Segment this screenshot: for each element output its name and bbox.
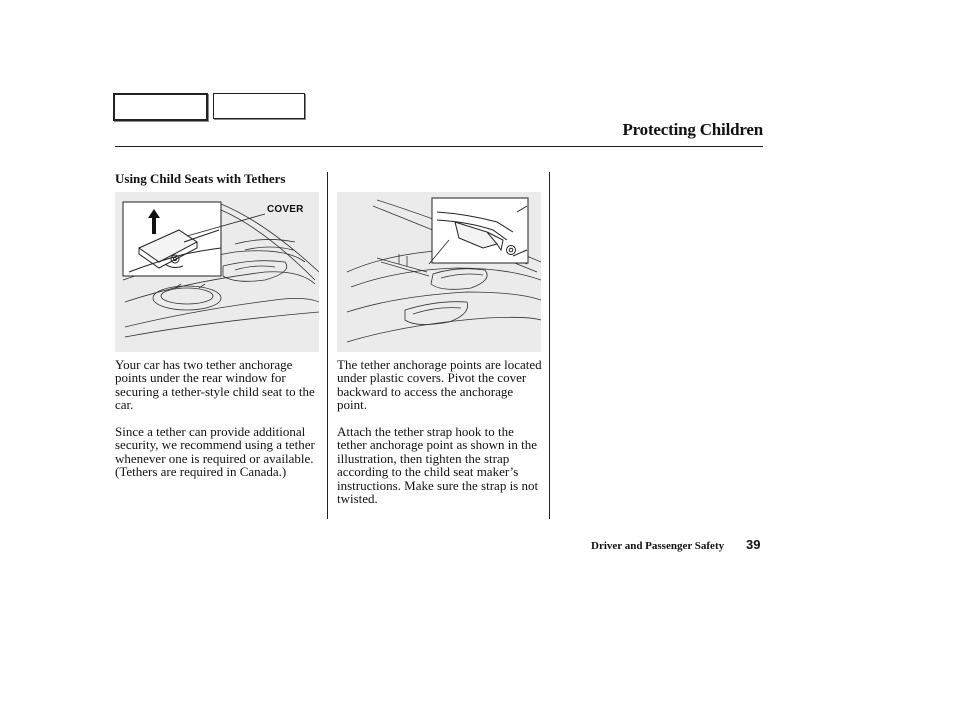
paragraph-tether-recommendation: Since a tether can provide additional security, we recommend using a tether whenever one is required or available. (Tethers are required in Canada.): [115, 424, 315, 480]
footer-section-name: Driver and Passenger Safety: [591, 540, 725, 552]
column-divider: [549, 172, 550, 519]
column-divider: [327, 172, 328, 519]
rear-shelf-cover-drawing: [115, 192, 319, 352]
cover-callout-label: COVER: [267, 204, 304, 215]
page-title: Protecting Children: [622, 120, 763, 139]
paragraph-tether-anchorage-points: Your car has two tether anchorage points under the rear window for securing a tether-style child seat to the car.: [115, 357, 315, 413]
nav-button-next[interactable]: [213, 93, 305, 119]
tether-hook-illustration: [337, 192, 541, 352]
title-divider: [115, 146, 763, 147]
nav-button-previous[interactable]: [113, 93, 208, 121]
paragraph-attach-strap: Attach the tether strap hook to the tether anchorage point as shown in the illustration, then tighten the strap according to the child seat maker’s instructions. Make sure the strap is not twisted.: [337, 424, 539, 507]
tether-hook-drawing: [337, 192, 541, 352]
page-number: 39: [746, 537, 761, 552]
tether-cover-illustration: [115, 192, 319, 352]
section-heading: Using Child Seats with Tethers: [115, 171, 286, 186]
paragraph-plastic-covers: The tether anchorage points are located under plastic covers. Pivot the cover backward to access the anchorage point.: [337, 357, 542, 413]
